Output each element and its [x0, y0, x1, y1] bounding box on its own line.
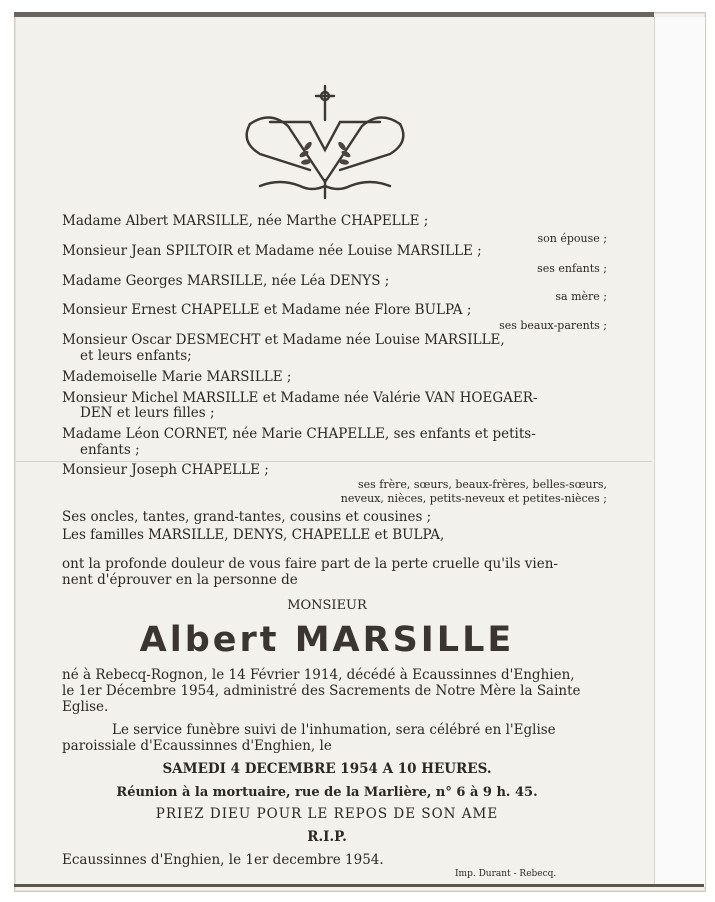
right-margin-strip	[654, 17, 705, 887]
announcement-line-1: ont la profonde douleur de vous faire part de la perte cruelle qu'ils vien-	[62, 556, 558, 572]
deceased-name: Albert MARSILLE	[139, 620, 515, 660]
honorific: MONSIEUR	[287, 598, 367, 613]
family-member-7-continuation: DEN et leurs filles ;	[80, 405, 215, 421]
rip: R.I.P.	[307, 829, 347, 845]
bio-line-2: le 1er Décembre 1954, administré des Sacrements de Notre Mère la Sainte	[62, 683, 581, 699]
prayer: PRIEZ DIEU POUR LE REPOS DE SON AME	[155, 806, 499, 822]
meeting-info: Réunion à la mortuaire, rue de la Marlière, n° 6 à 9 h. 45.	[116, 785, 538, 800]
relation-siblings-line-2: neveux, nièces, petits-neveux et petites-nièces ;	[340, 492, 607, 505]
family-member-7: Monsieur Michel MARSILLE et Madame née Valérie VAN HOEGAER-	[62, 390, 538, 406]
family-member-6: Mademoiselle Marie MARSILLE ;	[62, 369, 292, 385]
relation-spouse: son épouse ;	[537, 232, 607, 245]
service-date: SAMEDI 4 DECEMBRE 1954 A 10 HEURES.	[162, 761, 492, 777]
family-member-9: Monsieur Joseph CHAPELLE ;	[62, 462, 269, 478]
family-member-8-continuation: enfants ;	[80, 442, 140, 458]
other-family-2: Les familles MARSILLE, DENYS, CHAPELLE et BULPA,	[62, 527, 445, 543]
service-line-2: paroissiale d'Ecaussinnes d'Enghien, le	[62, 738, 332, 754]
family-member-5-continuation: et leurs enfants;	[80, 348, 192, 364]
relation-siblings-line-1: ses frère, sœurs, beaux-frères, belles-sœurs,	[357, 478, 607, 491]
family-member-3: Madame Georges MARSILLE, née Léa DENYS ;	[62, 273, 390, 289]
bio-line-1: né à Rebecq-Rognon, le 14 Février 1914, décédé à Ecaussinnes d'Enghien,	[62, 667, 575, 683]
top-border	[14, 12, 654, 17]
service-line-1: Le service funèbre suivi de l'inhumation, sera célébré en l'Eglise	[112, 722, 556, 738]
family-member-1: Madame Albert MARSILLE, née Marthe CHAPELLE ;	[62, 213, 429, 229]
family-member-2: Monsieur Jean SPILTOIR et Madame née Louise MARSILLE ;	[62, 243, 482, 259]
bottom-border	[14, 884, 704, 887]
printer-credit: Imp. Durant - Rebecq.	[455, 869, 557, 879]
announcement-line-2: nent d'éprouver en la personne de	[62, 572, 298, 588]
other-family-1: Ses oncles, tantes, grand-tantes, cousins et cousines ;	[62, 509, 432, 525]
relation-children: ses enfants ;	[537, 262, 607, 275]
relation-mother: sa mère ;	[555, 290, 607, 303]
cross-monogram-emblem-icon	[240, 82, 410, 200]
place-date: Ecaussinnes d'Enghien, le 1er decembre 1954.	[62, 852, 384, 868]
family-member-4: Monsieur Ernest CHAPELLE et Madame née Flore BULPA ;	[62, 302, 472, 318]
bio-line-3: Eglise.	[62, 699, 109, 715]
family-member-5: Monsieur Oscar DESMECHT et Madame née Louise MARSILLE,	[62, 332, 505, 348]
family-member-8: Madame Léon CORNET, née Marie CHAPELLE, ses enfants et petits-	[62, 426, 536, 442]
relation-in-laws: ses beaux-parents ;	[499, 319, 607, 332]
